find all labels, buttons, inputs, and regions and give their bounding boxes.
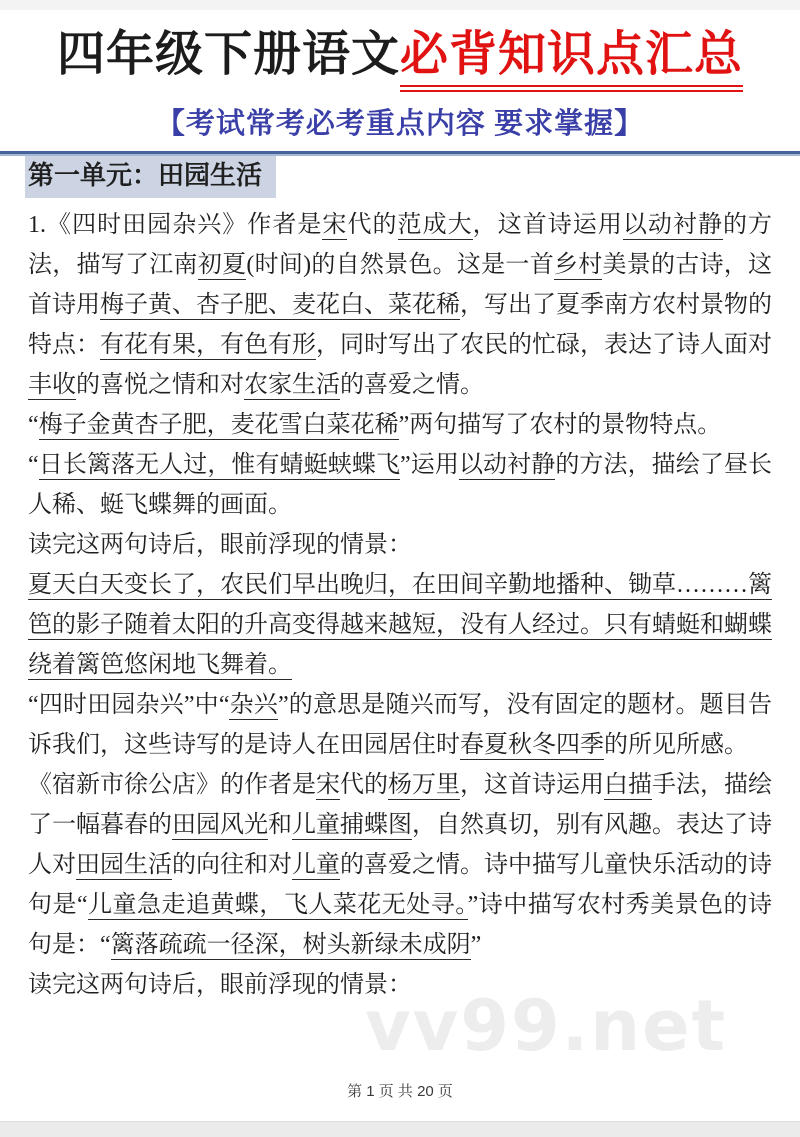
underlined-key-phrase: 杨万里 bbox=[388, 772, 460, 798]
text-segment: (时间)的自然景色。这是一首 bbox=[246, 252, 554, 278]
paragraph bbox=[28, 565, 772, 685]
text-segment: 的方法，描绘了昼长人稀、蜓飞蝶舞的画面。 bbox=[28, 452, 773, 518]
underlined-key-phrase: 以动衬静 bbox=[458, 452, 556, 478]
underlined-key-phrase: 宋 bbox=[316, 772, 340, 798]
text-segment: 读完这两句诗后，眼前浮现的情景： bbox=[28, 972, 412, 998]
underlined-key-phrase: 初夏 bbox=[197, 252, 247, 278]
text-segment: ，自然真切，别有风趣。表达了诗人对 bbox=[28, 812, 772, 878]
text-segment: 的方法，描写了江南 bbox=[28, 212, 773, 278]
title-red-part: 必背知识点汇总 bbox=[400, 26, 743, 92]
paragraph bbox=[28, 445, 772, 525]
text-segment: ，写出了夏季南方农村景物的特点： bbox=[28, 292, 772, 358]
text-segment: 的喜爱之情。 bbox=[340, 372, 484, 398]
text-segment: 代的 bbox=[347, 212, 398, 238]
text-segment: 和 bbox=[268, 812, 292, 838]
paragraph bbox=[28, 965, 772, 1005]
underlined-key-phrase: 农家生活 bbox=[244, 372, 340, 398]
underlined-key-phrase: 儿童捕蝶图 bbox=[292, 812, 412, 838]
title-black-part: 四年级下册语文 bbox=[56, 28, 400, 81]
underlined-key-phrase: 有花有果，有色有形 bbox=[100, 332, 316, 358]
underlined-key-phrase: 田园生活 bbox=[76, 852, 172, 878]
paragraph bbox=[28, 685, 772, 765]
page-number: 第 1 页 共 20 页 bbox=[347, 1083, 453, 1100]
underlined-key-phrase: 梅子金黄杏子肥，麦花雪白菜花稀 bbox=[38, 412, 399, 438]
underlined-key-phrase: 丰收 bbox=[28, 372, 76, 398]
text-segment: ，这首诗运用 bbox=[472, 212, 623, 238]
paragraph bbox=[28, 765, 772, 965]
underlined-key-phrase: 范成大 bbox=[397, 212, 473, 238]
paragraph bbox=[28, 205, 772, 405]
underlined-key-phrase: 白描 bbox=[604, 772, 652, 798]
text-segment: ”两句描写了农村的景物特点。 bbox=[398, 412, 722, 438]
text-segment: 的喜爱之情。诗中描写儿童快乐活动的诗句是“ bbox=[28, 852, 772, 918]
section-heading-text: 第一单元：田园生活 bbox=[25, 156, 276, 198]
underlined-key-phrase: 日长篱落无人过，惟有蜻蜓蛱蝶飞 bbox=[38, 452, 401, 478]
text-segment: 1.《四时田园杂兴》作者是 bbox=[28, 212, 323, 238]
content bbox=[28, 205, 772, 1005]
paragraph bbox=[28, 405, 772, 445]
underlined-key-phrase: 杂兴 bbox=[229, 692, 278, 718]
underlined-key-phrase: 春夏秋冬四季 bbox=[460, 732, 604, 758]
underlined-key-phrase: 夏天白天变长了，农民们早出晚归，在田间辛勤地播种、锄草………篱笆的影子随着太阳的升高变得越来越短，没有人经过。只有蜻蜓和蝴蝶绕着篱笆悠闲地飞舞着。 bbox=[28, 572, 772, 678]
paragraph bbox=[28, 525, 772, 565]
subtitle: 【考试常考必考重点内容 要求掌握】 bbox=[155, 108, 645, 140]
text-segment: “ bbox=[28, 452, 39, 478]
underlined-key-phrase: 田园风光 bbox=[172, 812, 268, 838]
page-top-edge bbox=[0, 0, 800, 10]
watermark: vv99.net bbox=[365, 985, 728, 1067]
section-heading bbox=[0, 156, 800, 198]
text-segment: 的所见所感。 bbox=[604, 732, 748, 758]
text-segment: “四时田园杂兴”中“ bbox=[28, 692, 230, 718]
text-segment: ，这首诗运用 bbox=[460, 772, 604, 798]
underlined-key-phrase: 儿童急走追黄蝶，飞人菜花无处寻。 bbox=[87, 892, 468, 918]
underlined-key-phrase: 梅子黄、杏子肥、麦花白、菜花稀 bbox=[100, 292, 460, 318]
text-segment: 《宿新市徐公店》的作者是 bbox=[28, 772, 316, 798]
page-title bbox=[0, 26, 800, 92]
page-bottom-edge bbox=[0, 1121, 800, 1137]
underlined-key-phrase: 乡村 bbox=[553, 252, 603, 278]
text-segment: 手法，描绘了一幅暮春的 bbox=[28, 772, 772, 838]
text-segment: 的向往和对 bbox=[172, 852, 292, 878]
underlined-key-phrase: 以动衬静 bbox=[622, 212, 724, 238]
text-segment: ”诗中描写农村秀美景色的诗句是：“ bbox=[28, 892, 773, 958]
text-segment: ”运用 bbox=[400, 452, 459, 478]
text-segment: 的喜悦之情和对 bbox=[76, 372, 244, 398]
text-segment: ”的意思是随兴而写，没有固定的题材。题目告诉我们，这些诗写的是诗人在田园居住时 bbox=[28, 692, 772, 758]
text-segment: ，同时写出了农民的忙碌，表达了诗人面对 bbox=[316, 332, 772, 358]
underlined-key-phrase: 宋 bbox=[322, 212, 348, 238]
underlined-key-phrase: 儿童 bbox=[292, 852, 340, 878]
text-segment: 读完这两句诗后，眼前浮现的情景： bbox=[28, 532, 412, 558]
text-segment: 美景的古诗，这首诗用 bbox=[28, 252, 773, 318]
text-segment: 代的 bbox=[340, 772, 388, 798]
text-segment: ” bbox=[470, 932, 482, 958]
underlined-key-phrase: 篱落疏疏一径深，树头新绿未成阴 bbox=[110, 932, 471, 958]
text-segment: “ bbox=[28, 412, 39, 438]
